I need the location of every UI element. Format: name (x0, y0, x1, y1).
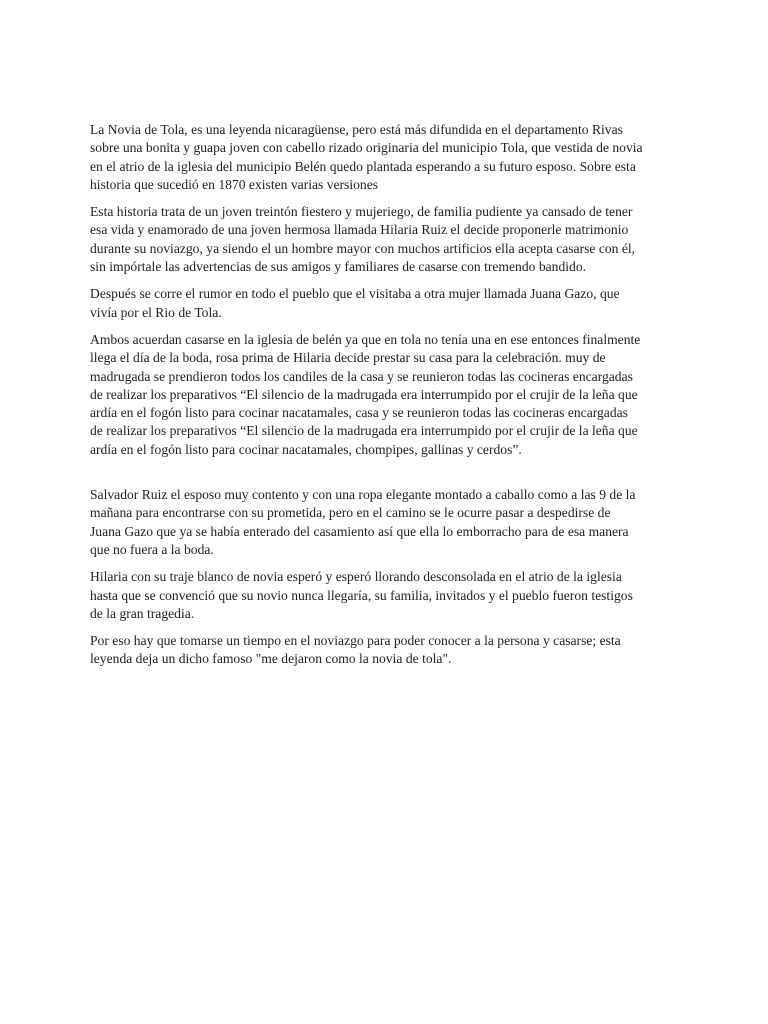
paragraph-salvador: Salvador Ruiz el esposo muy contento y con una ropa elegante montado a caballo como a las 9 de la mañana para encontrarse con su prometida, pero en el camino se le ocurre pasar a despedirse de Juana Gazo que ya se había enterado del casamiento así que ella lo emborracho para de esa manera que no fuera a la boda. (90, 487, 636, 557)
document-body (90, 121, 686, 678)
paragraph-intro: La Novia de Tola, es una leyenda nicaragüense, pero está más difundida en el departamento Rivas sobre una bonita y guapa joven con cabello rizado originaria del municipio Tola, que vestida de novia en el atrio de la iglesia del municipio Belén quedo plantada esperando a su futuro esposo. Sobre esta historia que sucedió en 1870 existen varias versiones (90, 122, 643, 192)
paragraph-moral: Por eso hay que tomarse un tiempo en el noviazgo para poder conocer a la persona y casarse; esta leyenda deja un dicho famoso "me dejaron como la novia de tola". (90, 633, 621, 667)
paragraph-story: Esta historia trata de un joven treintón fiestero y mujeriego, de familia pudiente ya cansado de tener esa vida y enamorado de una joven hermosa llamada Hilaria Ruiz el decide proponerle matrimonio durante su noviazgo, ya siendo el un hombre mayor con muchos artificios ella acepta casarse con él, sin impórtale las advertencias de sus amigos y familiares de casarse con tremendo bandido. (90, 204, 636, 275)
paragraph-hilaria: Hilaria con su traje blanco de novia esperó y esperó llorando desconsolada en el atrio de la iglesia hasta que se convenció que su novio nunca llegaría, su familia, invitados y el pueblo fueron testigos de la gran tragedia. (90, 569, 633, 621)
paragraph-wedding-day: Ambos acuerdan casarse en la iglesia de belén ya que en tola no tenía una en ese entonces finalmente llega el día de la boda, rosa prima de Hilaria decide prestar su casa para la celebración. muy de madrugada se prendieron todos los candiles de la casa y se reunieron todas las cocineras encargadas de realizar los preparativos “El silencio de la madrugada era interrumpido por el crujir de la leña que ardía en el fogón listo para cocinar nacatamales, casa y se reunieron todas las cocineras encargadas de realizar los preparativos “El silencio de la madrugada era interrumpido por el crujir de la leña que ardía en el fogón listo para cocinar nacatamales, chompipes, gallinas y cerdos”. (90, 331, 641, 457)
paragraph-rumor: Después se corre el rumor en todo el pueblo que el visitaba a otra mujer llamada Juana Gazo, que vivía por el Rio de Tola. (90, 286, 620, 320)
